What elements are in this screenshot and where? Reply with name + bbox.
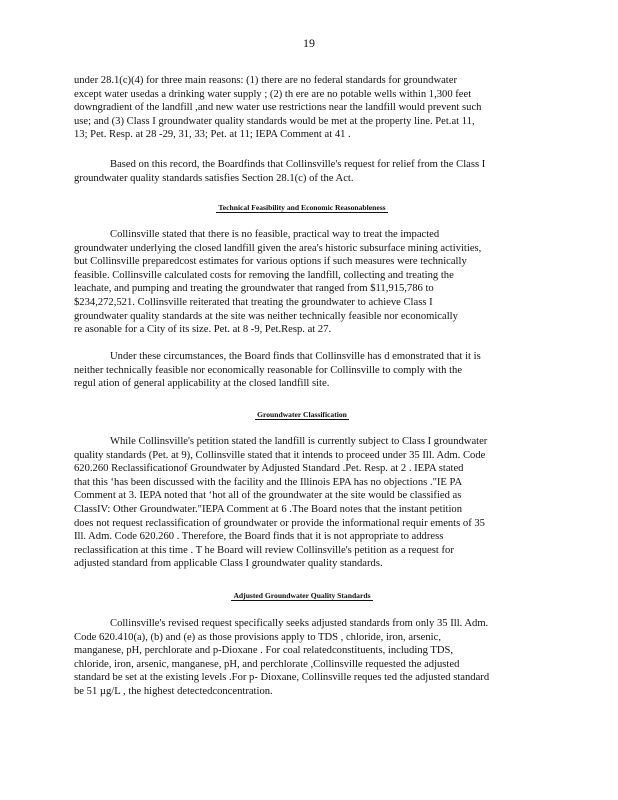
para5-line: 620.260 Reclassificationof Groundwater by Adjusted Standard .Pet. Resp. at 2 . IEPA stated [74,463,464,475]
paragraph-treatment-costs [74,228,530,337]
paragraph-section-28-reasons [74,74,530,142]
para6-line: Code 620.410(a), (b) and (e) as those provisions apply to TDS , chloride, iron, arsenic, [74,631,441,643]
heading-groundwater-classification-text: Groundwater Classification [257,410,347,419]
para6-line: chloride, iron, arsenic, manganese, pH, and perchlorate ,Collinsville requested the adjusted [74,658,460,670]
heading-technical-feasibility-text: Technical Feasibility and Economic Reasonableness [218,203,386,212]
paragraph-reclassification [74,435,530,571]
para1-line: 13; Pet. Resp. at 28 -29, 31, 33; Pet. at 11; IEPA Comment at 41 . [74,129,351,141]
para5-line: quality standards (Pet. at 9), Collinsville stated that it intends to proceed under 35 Ill. Adm. Code [74,449,486,461]
para5-line: Comment at 3. IEPA noted that ‘hot all of the groundwater at the site would be classified as [74,490,462,502]
para5-line: ClassIV: Other Groundwater."IEPA Comment at 6 .The Board notes that the instant petition [74,503,462,515]
para3-line: feasible. Collinsville calculated costs for removing the landfill, collecting and treating the [74,269,454,281]
para3-line: groundwater underlying the closed landfill given the area's historic subsurface mining activities, [74,242,482,254]
para1-line: use; and (3) Class I groundwater quality standards would be met at the property line. Pet.at 11, [74,115,475,127]
para6-line: be 51 µg/L , the highest detectedconcentration. [74,685,273,697]
para3-line: groundwater quality standards at the site was neither technically feasible nor economically [74,310,458,322]
para1-line: except water usedas a drinking water supply ; (2) th ere are no potable wells within 1,300 feet [74,88,472,100]
para5-line: does not request reclassification of groundwater or provide the informational requir ements of 35 [74,517,485,529]
para3-line: but Collinsville preparedcost estimates for various options if such measures were technically [74,256,467,268]
heading-technical-feasibility [74,203,530,212]
para2-line: Based on this record, the Boardfinds that Collinsville's request for relief from the Class I [110,159,486,170]
heading-adjusted-standards-text: Adjusted Groundwater Quality Standards [233,591,371,600]
para3-line: $234,272,521. Collinsville reiterated that treating the groundwater to achieve Class I [74,296,433,308]
para5-line: Ill. Adm. Code 620.260 . Therefore, the Board finds that it is not appropriate to address [74,531,444,543]
para4-line: Under these circumstances, the Board finds that Collinsville has d emonstrated that it is [110,351,481,362]
para1-line: under 28.1(c)(4) for three main reasons: (1) there are no federal standards for groundwater [74,75,457,86]
paragraph-revised-request [74,617,530,699]
paragraph-board-finding-relief [74,158,530,185]
para2-line: groundwater quality standards satisfies Section 28.1(c) of the Act. [74,172,354,184]
para3-line: re asonable for a City of its size. Pet. at 8 -9, Pet.Resp. at 27. [74,324,332,336]
para5-line: reclassification at this time . T he Board will review Collinsville's petition as a request for [74,544,454,556]
para5-line: that this ‘has been discussed with the facility and the Illinois EPA has no objections ."IE PA [74,476,463,488]
paragraph-board-finding-feasibility [74,350,530,391]
heading-adjusted-standards [74,591,530,600]
para5-line: adjusted standard from applicable Class I groundwater quality standards. [74,558,383,570]
para4-line: neither technically feasible nor economically reasonable for Collinsville to comply with the [74,364,463,376]
para3-line: leachate, and pumping and treating the groundwater that ranged from $11,915,786 to [74,283,434,295]
para6-line: standard be set at the existing levels .For p- Dioxane, Collinsville reques ted the adjusted standard [74,672,490,684]
para1-line: downgradient of the landfill ,and new water use restrictions near the landfill would prevent such [74,102,482,114]
heading-groundwater-classification [74,410,530,419]
para6-line: manganese, pH, perchlorate and p-Dioxane . For coal relatedconstituents, including TDS, [74,645,454,657]
page-number: 19 [303,36,315,50]
para4-line: regul ation of general applicability at the closed landfill site. [74,378,330,390]
para5-line: While Collinsville's petition stated the landfill is currently subject to Class I groundwater [110,436,488,447]
para6-line: Collinsville's revised request specifically seeks adjusted standards from only 35 Ill. Adm. [110,618,489,629]
para3-line: Collinsville stated that there is no feasible, practical way to treat the impacted [110,229,440,240]
